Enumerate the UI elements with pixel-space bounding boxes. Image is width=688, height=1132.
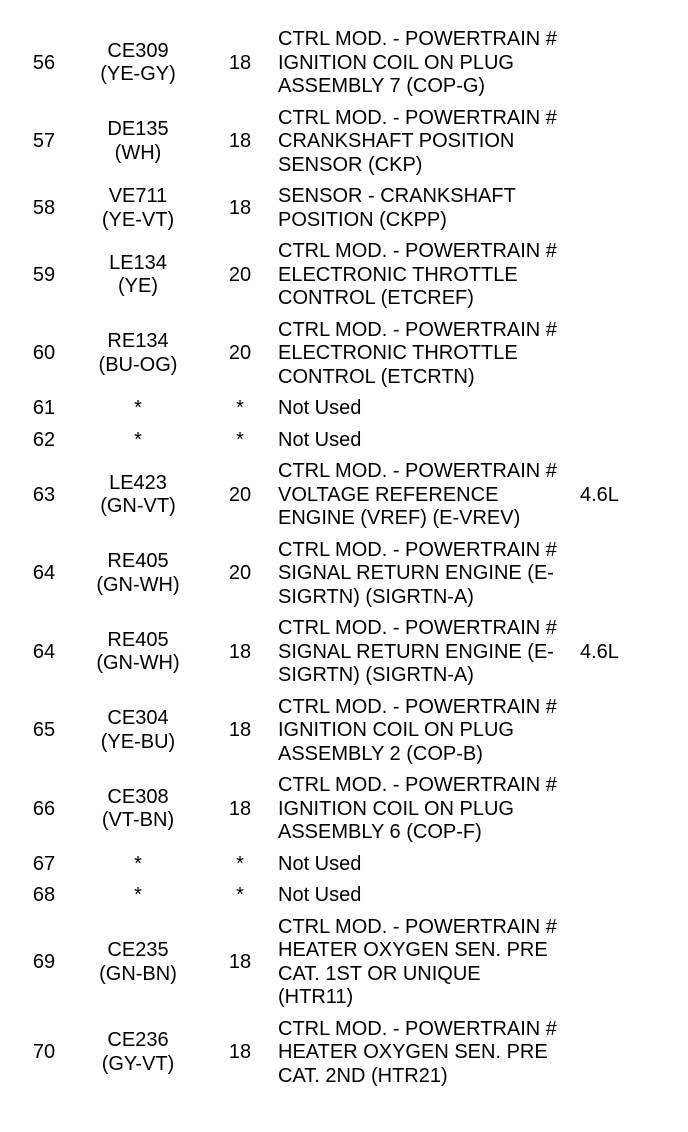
- circuit-description: CTRL MOD. - POWERTRAIN # SIGNAL RETURN ENGINE (E- SIGRTN) (SIGRTN-A): [278, 617, 557, 686]
- pin-number: 63: [32, 483, 56, 506]
- wire-gauge: 18: [228, 640, 252, 663]
- table-row: [0, 28, 688, 107]
- circuit-id: CE304: [107, 707, 169, 730]
- wire-color: (YE-VT): [101, 208, 175, 231]
- table-row: [0, 460, 688, 539]
- table-row: [0, 397, 688, 429]
- circuit-cell: [88, 550, 188, 597]
- wire-gauge: *: [236, 428, 244, 451]
- wire-gauge: *: [236, 852, 244, 875]
- wire-gauge: 20: [228, 342, 252, 364]
- circuit-id: *: [134, 428, 142, 451]
- pin-number: 61: [32, 397, 56, 419]
- wire-gauge: 18: [228, 950, 252, 973]
- wire-color: (GN-BN): [99, 962, 177, 985]
- circuit-id: RE405: [107, 550, 169, 573]
- circuit-description: CTRL MOD. - POWERTRAIN # HEATER OXYGEN SEN. PRE CAT. 2ND (HTR21): [278, 1017, 557, 1087]
- circuit-cell: [88, 884, 188, 908]
- table-row: [0, 185, 688, 240]
- circuit-cell: [88, 252, 188, 299]
- circuit-cell: [88, 429, 188, 453]
- table-row: [0, 429, 688, 461]
- circuit-id: CE235: [107, 939, 169, 961]
- wire-gauge: 18: [228, 130, 252, 152]
- circuit-id: CE236: [107, 1029, 169, 1052]
- wire-gauge: 18: [228, 719, 252, 741]
- table-row: [0, 884, 688, 916]
- circuit-description: Not Used: [278, 397, 362, 419]
- table-row: [0, 916, 688, 1018]
- circuit-description: CTRL MOD. - POWERTRAIN # HEATER OXYGEN SEN. PRE CAT. 1ST OR UNIQUE (HTR11): [278, 915, 557, 1008]
- wire-color: (BU-OG): [98, 353, 178, 376]
- wire-gauge: 20: [228, 263, 252, 286]
- table-row: [0, 853, 688, 885]
- circuit-id: CE309: [107, 39, 169, 62]
- circuit-cell: [88, 185, 188, 232]
- circuit-cell: [88, 939, 188, 986]
- wire-color: (GN-VT): [100, 495, 176, 518]
- pin-number: 56: [32, 51, 56, 74]
- circuit-id: VE711: [108, 185, 168, 207]
- circuit-description: CTRL MOD. - POWERTRAIN # ELECTRONIC THROTTLE CONTROL (ETCREF): [278, 240, 557, 309]
- pinout-table: [0, 28, 688, 1096]
- table-row: [0, 107, 688, 186]
- table-row: [0, 319, 688, 398]
- wire-color: (WH): [114, 141, 162, 164]
- circuit-description: Not Used: [278, 884, 362, 906]
- circuit-description: CTRL MOD. - POWERTRAIN # SIGNAL RETURN ENGINE (E- SIGRTN) (SIGRTN-A): [278, 538, 557, 608]
- pin-number: 65: [32, 719, 56, 741]
- pin-number: 58: [32, 196, 56, 219]
- pin-number: 70: [32, 1041, 56, 1063]
- wire-gauge: 18: [228, 797, 252, 820]
- pin-number: 69: [32, 950, 56, 973]
- wire-gauge: *: [236, 884, 244, 906]
- wire-color: (GN-WH): [96, 573, 180, 596]
- circuit-description: Not Used: [278, 852, 362, 875]
- table-row: [0, 539, 688, 618]
- circuit-description: CTRL MOD. - POWERTRAIN # VOLTAGE REFERENCE ENGINE (VREF) (E-VREV): [278, 460, 557, 529]
- circuit-cell: [88, 397, 188, 421]
- pin-number: 62: [32, 428, 56, 451]
- wire-gauge: 20: [228, 562, 252, 584]
- engine-note: 4.6L: [580, 483, 619, 506]
- pin-number: 67: [32, 852, 56, 875]
- circuit-id: RE405: [107, 628, 169, 651]
- wire-color: (GN-WH): [96, 652, 180, 675]
- circuit-id: LE423: [109, 471, 167, 494]
- table-row: [0, 617, 688, 696]
- wire-color: (GY-VT): [101, 1052, 175, 1075]
- circuit-cell: [88, 330, 188, 377]
- wire-color: (YE-GY): [100, 63, 176, 86]
- circuit-cell: [88, 40, 188, 87]
- wire-gauge: *: [236, 397, 244, 419]
- table-row: [0, 774, 688, 853]
- wire-gauge: 20: [228, 483, 252, 506]
- circuit-cell: [88, 707, 188, 754]
- circuit-cell: [88, 853, 188, 877]
- circuit-cell: [88, 472, 188, 519]
- circuit-description: CTRL MOD. - POWERTRAIN # IGNITION COIL ON PLUG ASSEMBLY 2 (COP-B): [278, 695, 557, 765]
- circuit-id: LE134: [109, 251, 167, 274]
- wire-gauge: 18: [228, 51, 252, 74]
- circuit-id: *: [134, 884, 142, 906]
- circuit-id: RE134: [107, 330, 169, 353]
- circuit-cell: [88, 1029, 188, 1076]
- wire-gauge: 18: [228, 196, 252, 219]
- table-row: [0, 1018, 688, 1097]
- circuit-id: CE308: [107, 785, 169, 808]
- table-row: [0, 696, 688, 775]
- wire-color: (YE): [118, 275, 158, 298]
- pin-number: 64: [32, 640, 56, 663]
- pin-number: 68: [32, 884, 56, 906]
- circuit-id: *: [134, 852, 142, 875]
- circuit-cell: [88, 629, 188, 676]
- pin-number: 60: [32, 342, 56, 364]
- wire-gauge: 18: [228, 1041, 252, 1063]
- circuit-description: CTRL MOD. - POWERTRAIN # IGNITION COIL ON PLUG ASSEMBLY 7 (COP-G): [278, 28, 557, 97]
- circuit-description: CTRL MOD. - POWERTRAIN # CRANKSHAFT POSITION SENSOR (CKP): [278, 106, 557, 176]
- wire-color: (VT-BN): [101, 809, 175, 832]
- pin-number: 57: [32, 130, 56, 152]
- circuit-description: Not Used: [278, 428, 362, 451]
- table-row: [0, 240, 688, 319]
- circuit-description: CTRL MOD. - POWERTRAIN # IGNITION COIL ON PLUG ASSEMBLY 6 (COP-F): [278, 774, 557, 843]
- circuit-cell: [88, 118, 188, 165]
- circuit-cell: [88, 786, 188, 833]
- pin-number: 59: [32, 263, 56, 286]
- pin-number: 64: [32, 562, 56, 584]
- engine-note: 4.6L: [580, 640, 619, 663]
- circuit-id: DE135: [107, 118, 169, 141]
- wire-color: (YE-BU): [100, 730, 176, 753]
- circuit-id: *: [134, 397, 142, 419]
- pin-number: 66: [32, 797, 56, 820]
- circuit-description: CTRL MOD. - POWERTRAIN # ELECTRONIC THROTTLE CONTROL (ETCRTN): [278, 318, 557, 388]
- circuit-description: SENSOR - CRANKSHAFT POSITION (CKPP): [278, 185, 516, 231]
